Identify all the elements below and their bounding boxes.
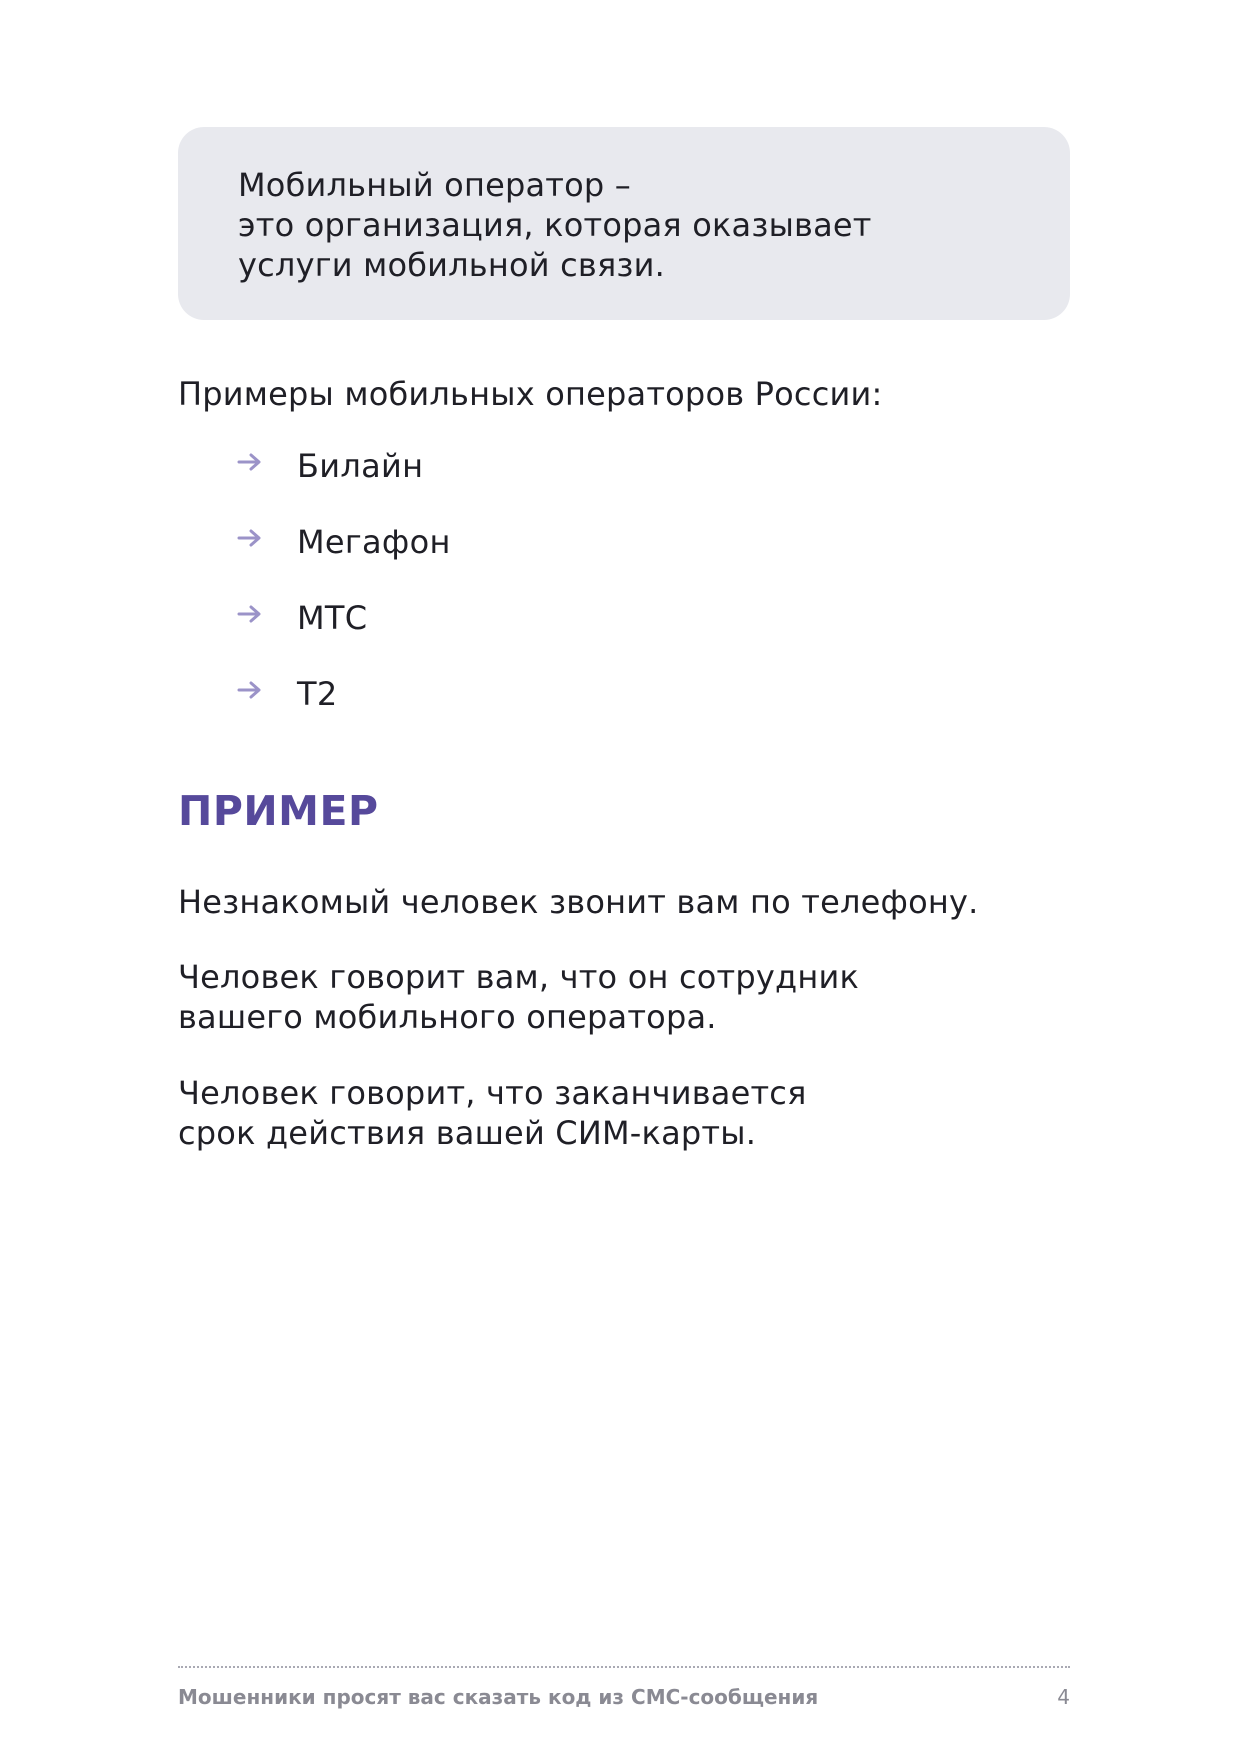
paragraph-line: срок действия вашей СИМ-карты. — [178, 1114, 757, 1152]
operator-name: Мегафон — [297, 523, 451, 561]
example-paragraph — [178, 957, 859, 1037]
operator-name: Билайн — [297, 447, 424, 485]
example-heading: ПРИМЕР — [178, 787, 379, 835]
callout-line: услуги мобильной связи. — [238, 246, 666, 284]
page-number: 4 — [1057, 1685, 1070, 1709]
arrow-right-icon — [236, 679, 264, 701]
example-paragraph — [178, 1073, 807, 1153]
paragraph-line: Человек говорит вам, что он сотрудник — [178, 958, 860, 996]
definition-callout — [178, 127, 1070, 320]
arrow-right-icon — [236, 527, 264, 549]
operator-name: МТС — [297, 599, 368, 637]
footer-title: Мошенники просят вас сказать код из СМС-сообщения — [178, 1685, 819, 1709]
footer-divider — [178, 1666, 1070, 1668]
callout-line: Мобильный оператор – — [238, 166, 631, 204]
paragraph-line: вашего мобильного оператора. — [178, 998, 717, 1036]
paragraph-line: Человек говорит, что заканчивается — [178, 1074, 807, 1112]
arrow-right-icon — [236, 451, 264, 473]
arrow-right-icon — [236, 603, 264, 625]
callout-line: это организация, которая оказывает — [238, 206, 872, 244]
example-paragraph — [178, 882, 979, 922]
operator-name: Т2 — [297, 675, 338, 713]
paragraph-line: Незнакомый человек звонит вам по телефону. — [178, 883, 979, 921]
operators-intro: Примеры мобильных операторов России: — [178, 375, 883, 413]
